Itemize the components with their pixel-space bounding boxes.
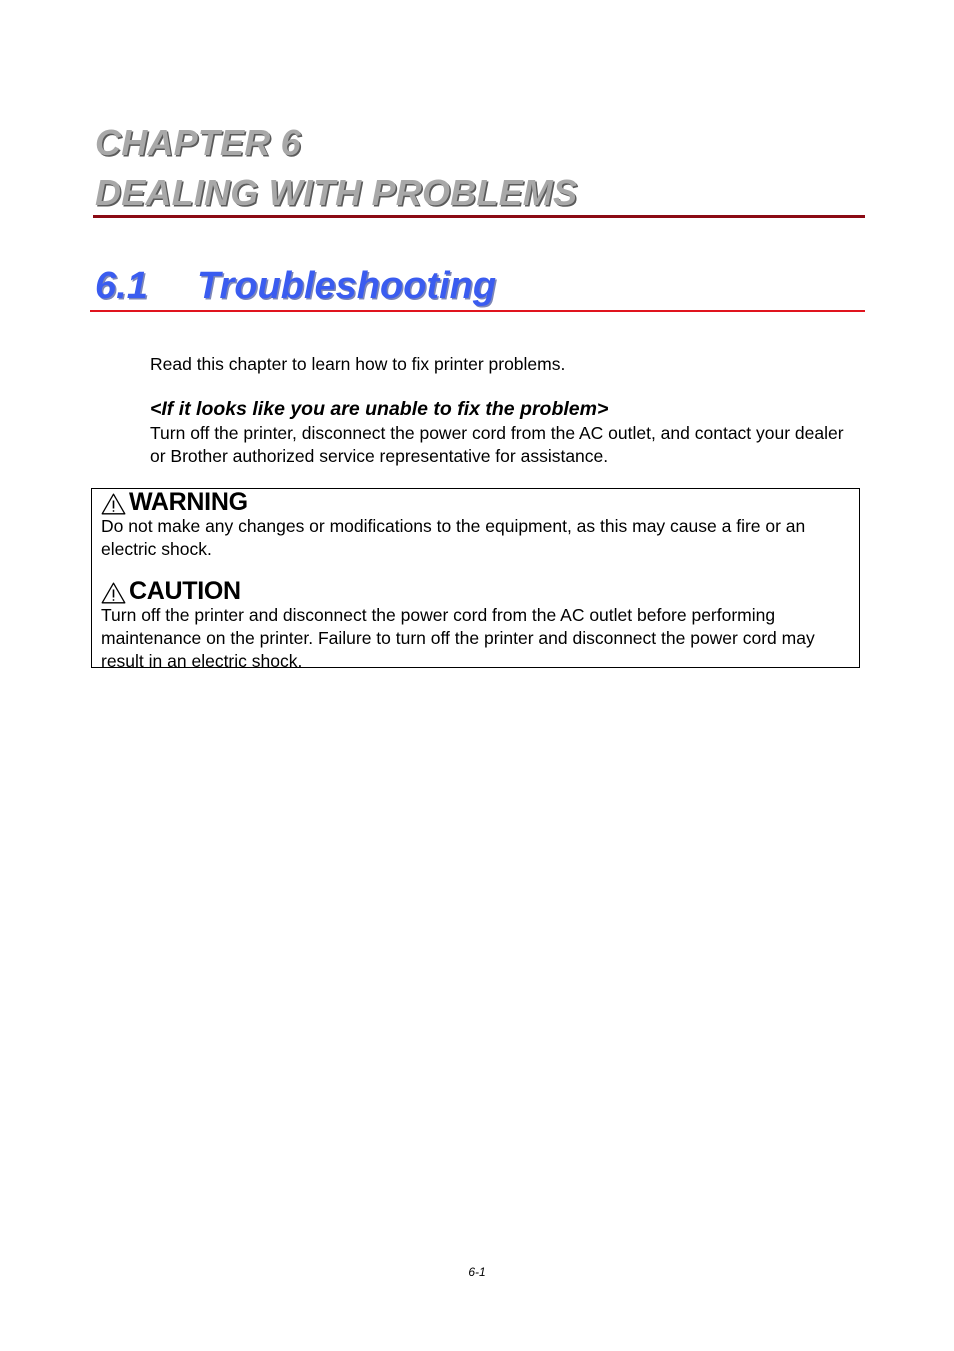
- warning-label: WARNING: [129, 488, 248, 516]
- caution-label: CAUTION: [129, 577, 241, 605]
- caution-notice: [101, 578, 853, 673]
- warning-triangle-icon: [101, 582, 126, 604]
- section-number: 6.1: [95, 265, 148, 307]
- warning-header: [101, 489, 853, 515]
- chapter-number: CHAPTER 6: [95, 122, 301, 163]
- section-title: [95, 262, 496, 310]
- warning-text: Do not make any changes or modifications to the equipment, as this may cause a fire or an electric shock.: [101, 516, 806, 559]
- caution-text: Turn off the printer and disconnect the power cord from the AC outlet before performing maintenance on the printer. Failure to turn off the printer and disconnect the power cord may result in an electric shock.: [101, 605, 815, 671]
- caution-header: [101, 578, 853, 604]
- subsection-paragraph: Turn off the printer, disconnect the power cord from the AC outlet, and contact your dealer or Brother authorized service representative for assistance.: [150, 423, 844, 466]
- intro-paragraph: Read this chapter to learn how to fix printer problems.: [150, 354, 566, 374]
- subsection-heading: <If it looks like you are unable to fix the problem>: [150, 398, 609, 420]
- warning-triangle-icon: [101, 493, 126, 515]
- safety-notice-box: [91, 488, 860, 671]
- chapter-title: [95, 118, 865, 218]
- chapter-name: DEALING WITH PROBLEMS: [95, 172, 578, 213]
- section-divider: [90, 310, 865, 312]
- page-number: 6-1: [468, 1265, 486, 1279]
- chapter-divider: [93, 215, 865, 218]
- section-name: Troubleshooting: [197, 265, 497, 307]
- warning-notice: [101, 489, 853, 561]
